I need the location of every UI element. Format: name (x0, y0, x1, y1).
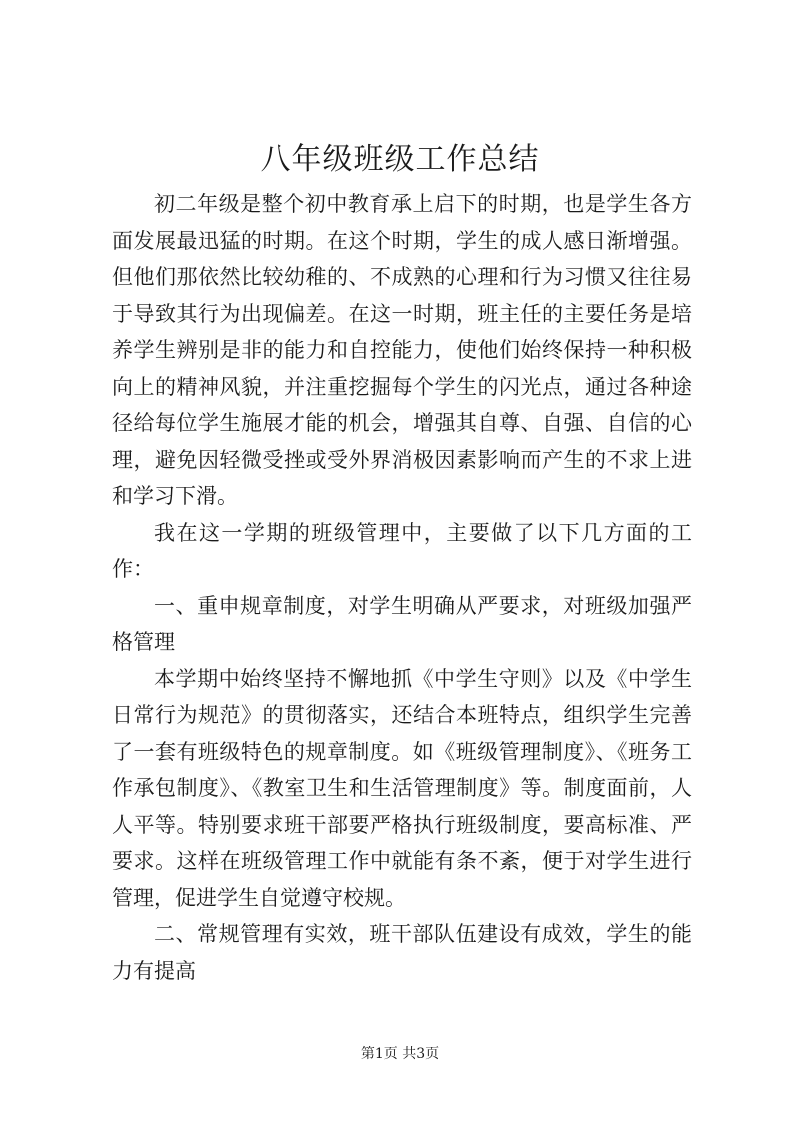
paragraph-section-1: 本学期中始终坚持不懈地抓《中学生守则》以及《中学生日常行为规范》的贯彻落实，还结合本班特点，组织学生完善了一套有班级特色的规章制度。如《班级管理制度》、《班务工作承包制度》、《教室卫生和生活管理制度》等。制度面前，人人平等。特别要求班干部要严格执行班级制度，要高标准、严要求。这样在班级管理工作中就能有条不紊，便于对学生进行管理，促进学生自觉遵守校规。 (112, 666, 692, 910)
document-title: 八年级班级工作总结 (260, 142, 540, 177)
document-body (112, 186, 692, 989)
section-heading-1: 一、重申规章制度，对学生明确从严要求，对班级加强严格管理 (112, 593, 692, 654)
paragraph-intro: 初二年级是整个初中教育承上启下的时期，也是学生各方面发展最迅猛的时期。在这个时期，学生的成人感日渐增强。但他们那依然比较幼稚的、不成熟的心理和行为习惯又往往易于导致其行为出现偏差。在这一时期，班主任的主要任务是培养学生辨别是非的能力和自控能力，使他们始终保持一种积极向上的精神风貌，并注重挖掘每个学生的闪光点，通过各种途径给每位学生施展才能的机会，增强其自尊、自强、自信的心理，避免因轻微受挫或受外界消极因素影响而产生的不求上进和学习下滑。 (112, 192, 692, 508)
section-heading-2: 二、常规管理有实效，班干部队伍建设有成效，学生的能力有提高 (112, 922, 692, 983)
paragraph-overview: 我在这一学期的班级管理中，主要做了以下几方面的工作： (112, 520, 692, 581)
page-indicator: 第1页 共3页 (360, 1046, 440, 1062)
